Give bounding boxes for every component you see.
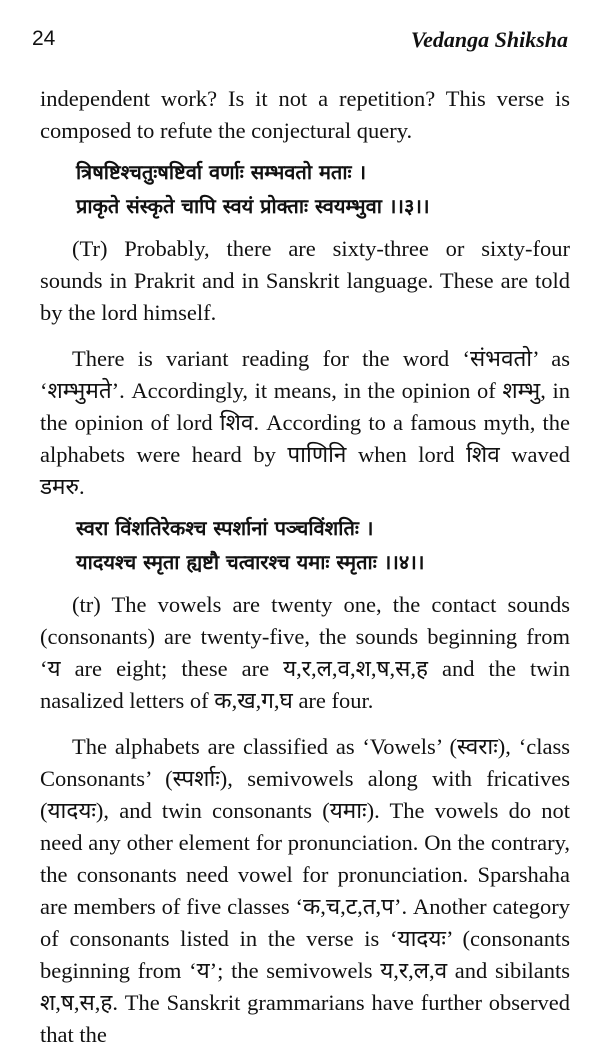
commentary-paragraph: There is variant reading for the word ‘संभवतो’ as ‘शम्भुमते’. Accordingly, it means, in the opinion of शम्भु, in the opinion of lord शिव. According to a famous myth, the alphabets were heard by पाणिनि when lord शिव waved डमरु. <box>40 346 570 499</box>
verse-line: त्रिषष्टिश्चतुःषष्टिर्वा वर्णाः सम्भवतो मताः । <box>76 160 367 184</box>
page-header <box>32 27 568 57</box>
verse-line: यादयश्च स्मृता ह्यष्टौ चत्वारश्च यमाः स्मृताः ।।४।। <box>76 550 425 574</box>
verse-3 <box>76 155 570 223</box>
page-body <box>40 83 570 1051</box>
verse-line: स्वरा विंशतिरेकश्च स्पर्शानां पञ्चविंशतिः । <box>76 516 374 540</box>
paragraph-continued: independent work? Is it not a repetition? This verse is composed to refute the conjectural query. <box>40 86 570 143</box>
verse-line: प्राकृते संस्कृते चापि स्वयं प्रोक्ताः स्वयम्भुवा ।।३।। <box>76 194 430 218</box>
translation-paragraph: (Tr) Probably, there are sixty-three or sixty-four sounds in Prakrit and in Sanskrit language. These are told by the lord himself. <box>40 236 570 325</box>
translation-paragraph: (tr) The vowels are twenty one, the contact sounds (consonants) are twenty-five, the sounds beginning from ‘य are eight; these are य,र,ल,व,श,ष,स,ह and the twin nasalized letters of क,ख,ग,घ are four. <box>40 592 570 713</box>
page-number: 24 <box>32 27 56 50</box>
verse-4 <box>76 511 570 579</box>
commentary-paragraph: The alphabets are classified as ‘Vowels’ (स्वराः), ‘class Consonants’ (स्पर्शाः), semivowels along with fricatives (यादयः), and twin consonants (यमाः). The vowels do not need any other element for pronunciation. On the contrary, the consonants need vowel for pronunciation. Sparshaha are members of five classes ‘क,च,ट,त,प’. Another category of consonants listed in the verse is ‘यादयः’ (consonants beginning from ‘य’; the semivowels य,र,ल,व and sibilants श,ष,स,ह. The Sanskrit grammarians have further observed that the <box>40 734 570 1047</box>
running-title: Vedanga Shiksha <box>410 27 568 52</box>
